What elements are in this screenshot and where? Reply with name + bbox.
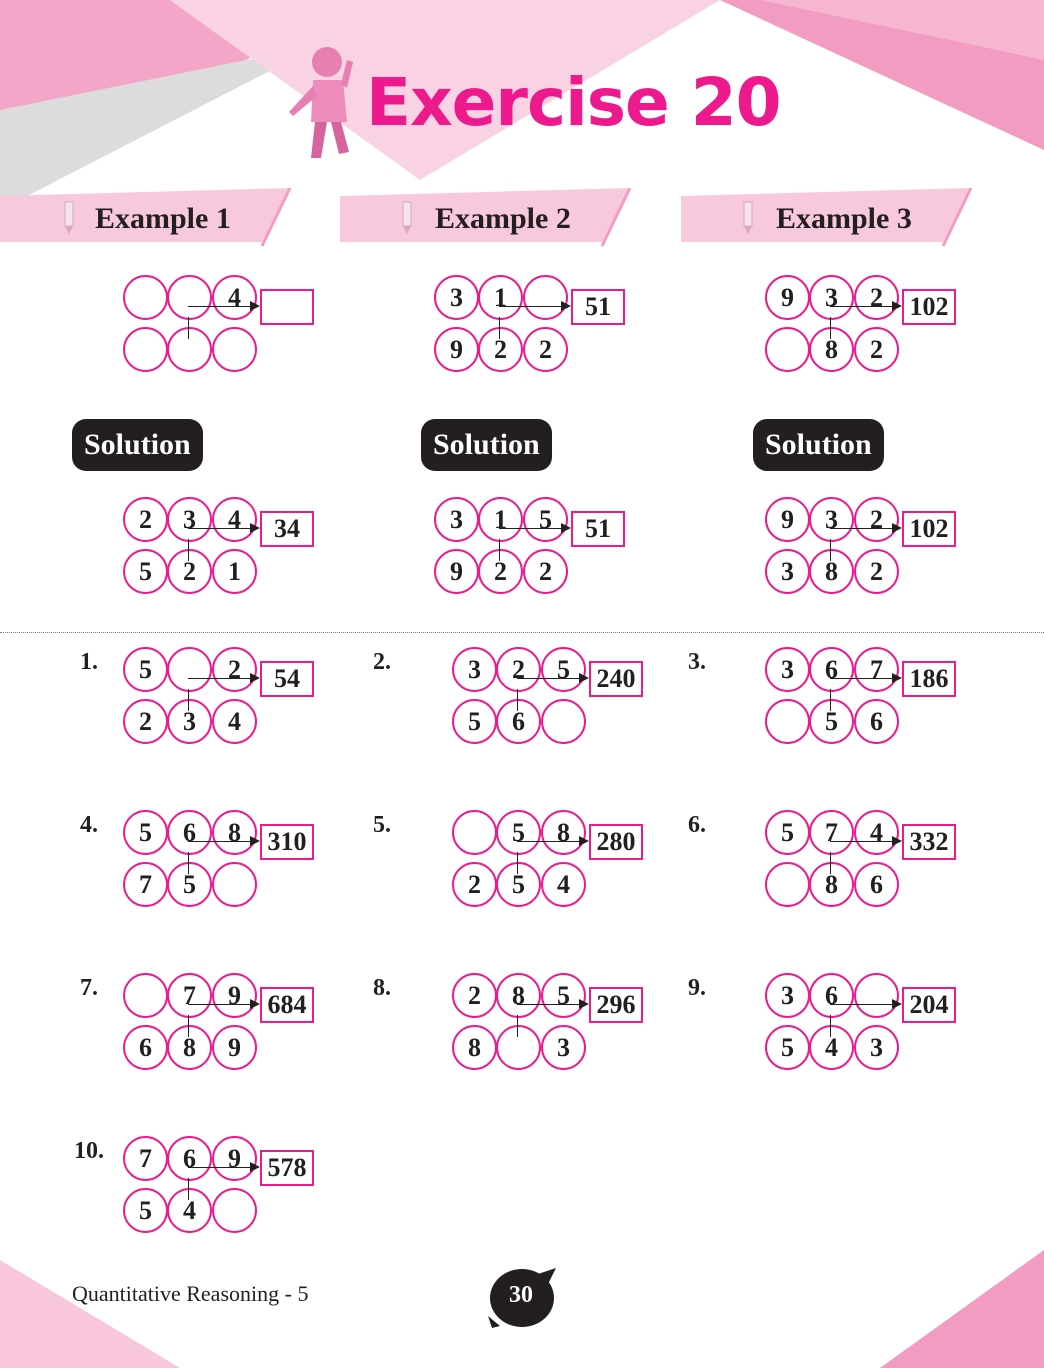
page-title: Exercise 20 — [366, 64, 781, 141]
top-circle: 3 — [167, 497, 212, 542]
arrow-head-icon — [250, 523, 260, 533]
connector-line — [188, 317, 189, 339]
connector-line — [830, 539, 831, 561]
question-number: 6. — [688, 812, 706, 838]
arrow-head-icon — [250, 673, 260, 683]
top-circle: 9 — [212, 1136, 257, 1181]
connector-line — [830, 689, 831, 711]
result-box: 578 — [260, 1150, 314, 1186]
bottom-circle — [765, 327, 810, 372]
arrow-line — [830, 306, 894, 307]
number-puzzle — [765, 810, 965, 906]
bottom-circle: 4 — [212, 699, 257, 744]
bottom-circle: 6 — [854, 699, 899, 744]
result-box: 102 — [902, 289, 956, 325]
bottom-circle: 1 — [212, 549, 257, 594]
question-number: 7. — [80, 975, 98, 1001]
result-box: 204 — [902, 987, 956, 1023]
arrow-head-icon — [892, 999, 902, 1009]
question-number: 9. — [688, 975, 706, 1001]
bottom-circle — [541, 699, 586, 744]
top-circle: 4 — [854, 810, 899, 855]
number-puzzle — [123, 1136, 323, 1232]
top-circle: 2 — [496, 647, 541, 692]
bottom-circle: 7 — [123, 862, 168, 907]
bottom-circle: 8 — [809, 862, 854, 907]
top-circle — [523, 275, 568, 320]
pencil-icon — [398, 200, 416, 236]
top-circle: 5 — [523, 497, 568, 542]
bottom-circle — [496, 1025, 541, 1070]
question-number: 1. — [80, 649, 98, 675]
top-circle — [123, 973, 168, 1018]
book-title: Quantitative Reasoning - 5 — [72, 1281, 309, 1306]
top-circle: 2 — [212, 647, 257, 692]
bottom-circle: 4 — [167, 1188, 212, 1233]
number-puzzle — [765, 647, 965, 743]
connector-line — [499, 317, 500, 339]
bottom-circle: 3 — [854, 1025, 899, 1070]
number-puzzle — [434, 275, 634, 371]
bottom-circle: 5 — [496, 862, 541, 907]
result-box: 332 — [902, 824, 956, 860]
arrow-head-icon — [250, 301, 260, 311]
bottom-circle — [212, 862, 257, 907]
result-box: 34 — [260, 511, 314, 547]
section-divider — [0, 632, 1044, 633]
arrow-line — [830, 678, 894, 679]
top-circle: 2 — [854, 497, 899, 542]
arrow-line — [517, 678, 581, 679]
number-puzzle — [452, 973, 652, 1069]
bottom-circle: 5 — [765, 1025, 810, 1070]
top-circle: 5 — [496, 810, 541, 855]
arrow-head-icon — [892, 523, 902, 533]
result-box: 102 — [902, 511, 956, 547]
top-circle: 8 — [212, 810, 257, 855]
result-box: 310 — [260, 824, 314, 860]
bottom-circle: 5 — [452, 699, 497, 744]
number-puzzle — [765, 275, 965, 371]
connector-line — [830, 1015, 831, 1037]
result-box: 54 — [260, 661, 314, 697]
top-circle: 5 — [541, 973, 586, 1018]
top-circle: 1 — [478, 275, 523, 320]
top-circle: 3 — [452, 647, 497, 692]
arrow-head-icon — [250, 1162, 260, 1172]
arrow-head-icon — [579, 836, 589, 846]
arrow-head-icon — [579, 673, 589, 683]
top-circle: 5 — [123, 647, 168, 692]
number-puzzle — [765, 973, 965, 1069]
arrow-line — [188, 1167, 252, 1168]
number-puzzle — [452, 810, 652, 906]
question-number: 8. — [373, 975, 391, 1001]
arrow-line — [830, 528, 894, 529]
bottom-circle: 2 — [523, 549, 568, 594]
top-circle: 7 — [167, 973, 212, 1018]
number-puzzle — [123, 810, 323, 906]
solution-label: Solution — [753, 419, 884, 471]
number-puzzle — [123, 647, 323, 743]
top-circle: 3 — [765, 647, 810, 692]
bottom-circle: 2 — [452, 862, 497, 907]
top-circle — [167, 275, 212, 320]
top-circle — [452, 810, 497, 855]
top-circle: 6 — [167, 1136, 212, 1181]
top-circle: 8 — [496, 973, 541, 1018]
arrow-line — [517, 1004, 581, 1005]
page-number-badge — [486, 1266, 556, 1328]
arrow-line — [830, 841, 894, 842]
example-banner-1 — [0, 188, 290, 248]
connector-line — [188, 1178, 189, 1200]
top-circle: 3 — [809, 497, 854, 542]
top-circle: 5 — [123, 810, 168, 855]
arrow-line — [188, 306, 252, 307]
arrow-line — [517, 841, 581, 842]
result-box: 280 — [589, 824, 643, 860]
arrow-line — [188, 841, 252, 842]
number-puzzle — [123, 497, 323, 593]
top-circle: 7 — [123, 1136, 168, 1181]
top-circle: 6 — [809, 647, 854, 692]
arrow-head-icon — [892, 673, 902, 683]
connector-line — [188, 689, 189, 711]
connector-line — [517, 689, 518, 711]
top-circle: 5 — [541, 647, 586, 692]
bottom-circle — [212, 327, 257, 372]
connector-line — [517, 1015, 518, 1037]
arrow-head-icon — [250, 999, 260, 1009]
example-label: Example 1 — [95, 202, 231, 235]
top-circle: 6 — [167, 810, 212, 855]
arrow-line — [499, 306, 563, 307]
top-circle: 2 — [123, 497, 168, 542]
bottom-circle: 9 — [434, 327, 479, 372]
top-circle: 3 — [809, 275, 854, 320]
bottom-circle — [765, 862, 810, 907]
top-circle: 2 — [854, 275, 899, 320]
bottom-circle: 6 — [123, 1025, 168, 1070]
result-box: 296 — [589, 987, 643, 1023]
arrow-head-icon — [250, 836, 260, 846]
bottom-circle: 5 — [167, 862, 212, 907]
bottom-circle: 2 — [854, 327, 899, 372]
bottom-circle — [765, 699, 810, 744]
bottom-circle: 9 — [212, 1025, 257, 1070]
arrow-head-icon — [579, 999, 589, 1009]
top-circle: 3 — [434, 275, 479, 320]
top-circle: 1 — [478, 497, 523, 542]
girl-mascot-icon — [285, 42, 363, 162]
top-circle: 6 — [809, 973, 854, 1018]
result-box: 51 — [571, 289, 625, 325]
result-box: 684 — [260, 987, 314, 1023]
solution-label: Solution — [421, 419, 552, 471]
bottom-circle: 5 — [123, 549, 168, 594]
bottom-circle: 2 — [478, 549, 523, 594]
top-circle: 3 — [765, 973, 810, 1018]
solution-label: Solution — [72, 419, 203, 471]
result-box: 186 — [902, 661, 956, 697]
bottom-circle: 2 — [478, 327, 523, 372]
question-number: 3. — [688, 649, 706, 675]
bottom-circle: 8 — [452, 1025, 497, 1070]
result-box: 240 — [589, 661, 643, 697]
bottom-circle: 5 — [123, 1188, 168, 1233]
result-box: 51 — [571, 511, 625, 547]
arrow-head-icon — [561, 301, 571, 311]
example-banner-2 — [340, 188, 630, 248]
bottom-circle: 2 — [123, 699, 168, 744]
connector-line — [188, 539, 189, 561]
arrow-head-icon — [892, 301, 902, 311]
top-circle: 2 — [452, 973, 497, 1018]
bottom-circle: 8 — [167, 1025, 212, 1070]
arrow-line — [188, 678, 252, 679]
arrow-line — [188, 1004, 252, 1005]
connector-line — [188, 852, 189, 874]
bottom-circle: 3 — [167, 699, 212, 744]
page-number: 30 — [509, 1282, 533, 1308]
bottom-circle: 9 — [434, 549, 479, 594]
top-circle: 7 — [854, 647, 899, 692]
number-puzzle — [123, 275, 323, 371]
arrow-line — [499, 528, 563, 529]
example-label: Example 2 — [435, 202, 571, 235]
pencil-icon — [739, 200, 757, 236]
number-puzzle — [765, 497, 965, 593]
arrow-head-icon — [561, 523, 571, 533]
top-circle: 4 — [212, 497, 257, 542]
bottom-circle: 6 — [496, 699, 541, 744]
top-circle — [854, 973, 899, 1018]
bottom-circle: 6 — [854, 862, 899, 907]
bottom-circle: 8 — [809, 549, 854, 594]
bottom-circle: 2 — [854, 549, 899, 594]
top-circle: 4 — [212, 275, 257, 320]
question-number: 5. — [373, 812, 391, 838]
top-circle — [167, 647, 212, 692]
example-label: Example 3 — [776, 202, 912, 235]
connector-line — [517, 852, 518, 874]
result-box — [260, 289, 314, 325]
top-circle: 7 — [809, 810, 854, 855]
bottom-circle: 2 — [167, 549, 212, 594]
bottom-circle: 4 — [541, 862, 586, 907]
bottom-circle — [167, 327, 212, 372]
bottom-circle — [123, 327, 168, 372]
top-circle — [123, 275, 168, 320]
question-number: 4. — [80, 812, 98, 838]
bottom-circle: 8 — [809, 327, 854, 372]
bottom-circle: 4 — [809, 1025, 854, 1070]
connector-line — [499, 539, 500, 561]
top-circle: 3 — [434, 497, 479, 542]
connector-line — [830, 317, 831, 339]
question-number: 2. — [373, 649, 391, 675]
arrow-head-icon — [892, 836, 902, 846]
bottom-circle: 2 — [523, 327, 568, 372]
top-circle: 5 — [765, 810, 810, 855]
bottom-circle: 3 — [541, 1025, 586, 1070]
connector-line — [830, 852, 831, 874]
example-banner-3 — [681, 188, 971, 248]
arrow-line — [188, 528, 252, 529]
top-circle: 9 — [765, 275, 810, 320]
bottom-circle: 5 — [809, 699, 854, 744]
top-circle: 9 — [212, 973, 257, 1018]
question-number: 10. — [74, 1138, 104, 1164]
number-puzzle — [123, 973, 323, 1069]
number-puzzle — [434, 497, 634, 593]
bottom-circle — [212, 1188, 257, 1233]
number-puzzle — [452, 647, 652, 743]
top-circle: 8 — [541, 810, 586, 855]
pencil-icon — [60, 200, 78, 236]
bottom-circle: 3 — [765, 549, 810, 594]
top-circle: 9 — [765, 497, 810, 542]
arrow-line — [830, 1004, 894, 1005]
connector-line — [188, 1015, 189, 1037]
